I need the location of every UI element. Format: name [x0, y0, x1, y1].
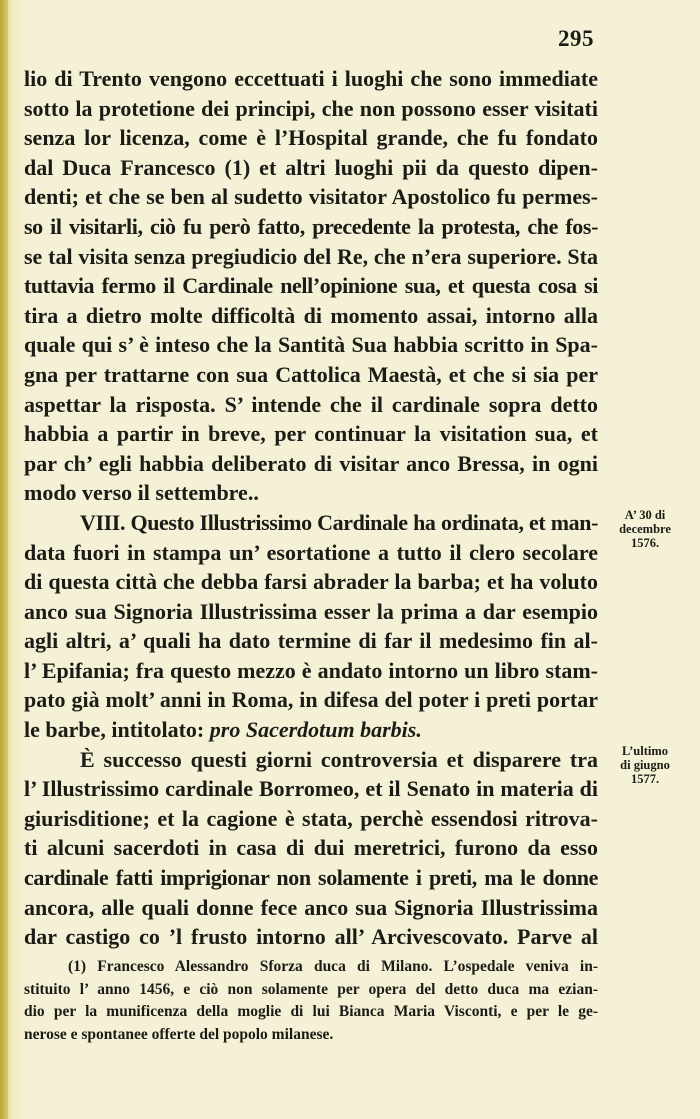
text-line: di questa città che debba farsi abrader la barba; et ha voluto — [24, 569, 598, 595]
text-line: data fuori in stampa un’ esortatione a tutto il clero secolare — [24, 539, 598, 565]
footnote-line: nerose e spontanee offerte del popolo milanese. — [24, 1025, 334, 1043]
text-line: cardinale fatti imprigionar non solamente i preti, ma le donne — [24, 865, 598, 891]
footnote-line: dio per la munificenza della moglie di lui Bianca Maria Visconti, e per le ge- — [24, 1003, 598, 1020]
text-line: habbia a partir in breve, per continuar la visitation sua, et — [24, 421, 598, 447]
text-line: tuttavia fermo il Cardinale nell’opinione sua, et questa cosa si — [24, 273, 598, 299]
text-line: pato già molt’ anni in Roma, in difesa del poter i preti portar — [24, 687, 598, 713]
margin-note-date — [602, 508, 688, 550]
text-line: l’ Illustrissimo cardinale Borromeo, et il Senato in materia di — [24, 776, 598, 802]
margin-note-line: 1577. — [630, 772, 660, 786]
page-number: 295 — [558, 26, 594, 51]
main-text-block — [24, 64, 598, 952]
text-line: lio di Trento vengono eccettuati i luoghi che sono immediate — [24, 66, 598, 91]
text-line: par ch’ egli habbia deliberato di visitar anco Bressa, in ogni — [24, 450, 598, 476]
text-line: gna per trattarne con sua Cattolica Maestà, et che si sia per — [24, 361, 598, 387]
footnote-line: stituito l’ anno 1456, e ciò non solamente per opera del detto duca ma ezian- — [24, 980, 598, 998]
text-line: tira a dietro molte difficoltà di momento assai, intorno alla — [24, 302, 598, 328]
footnote-line: (1) Francesco Alessandro Sforza duca di Milano. L’ospedale veniva in- — [68, 958, 598, 975]
margin-note-line: 1576. — [630, 536, 660, 550]
text-line: l’ Epifania; fra questo mezzo è andato intorno un libro stam- — [24, 657, 598, 683]
text-line: denti; et che se ben al sudetto visitator Apostolico fu permes- — [24, 184, 598, 210]
text-line: senza lor licenza, come è l’Hospital grande, che fu fondato — [24, 125, 598, 151]
text-line: quale qui s’ è inteso che la Santità Sua habbia scritto in Spa- — [24, 332, 598, 358]
margin-note-date — [602, 744, 688, 786]
text-line: sotto la protetione dei principi, che non possono esser visitati — [24, 95, 598, 121]
text-line: ti alcuni sacerdoti in casa di dui meretrici, furono da esso — [24, 835, 598, 861]
text-line: modo verso il settembre.. — [24, 480, 259, 506]
text-line-with-title — [24, 715, 598, 745]
margin-note-line: A’ 30 di — [624, 508, 666, 522]
text-line: dar castigo co ’l frusto intorno all’ Arcivescovato. Parve al — [24, 924, 598, 950]
text-line: agli altri, a’ quali ha dato termine di far il medesimo fin al- — [24, 628, 598, 654]
margin-note-line: decembre — [619, 522, 671, 536]
text-fragment: le barbe, intitolato: — [24, 717, 210, 743]
text-line: ancora, alle quali donne fece anco sua Signoria Illustrissima — [24, 894, 598, 920]
page-spine-edge — [0, 0, 8, 1119]
text-line: so il visitarli, ciò fu però fatto, precedente la protesta, che fos- — [24, 213, 598, 239]
footnote-block — [24, 956, 598, 1046]
margin-note-line: L’ultimo — [621, 744, 669, 758]
text-line: dal Duca Francesco (1) et altri luoghi pii da questo dipen- — [24, 154, 598, 180]
text-line: giurisditione; et la cagione è stata, perchè essendosi ritrova- — [24, 805, 598, 831]
paragraph-start-line: VIII. Questo Illustrissimo Cardinale ha ordinata, et man- — [80, 509, 598, 535]
text-line: se tal visita senza pregiudicio del Re, che n’era superiore. Sta — [24, 243, 598, 269]
text-line: aspettar la risposta. S’ intende che il cardinale sopra detto — [24, 391, 598, 417]
book-title-italic: pro Sacerdotum barbis. — [209, 717, 422, 743]
margin-note-line: di giugno — [620, 758, 670, 772]
paragraph-start-line: È successo questi giorni controversia et disparere tra — [80, 746, 598, 772]
text-line: anco sua Signoria Illustrissima esser la prima a dar esempio — [24, 598, 598, 624]
